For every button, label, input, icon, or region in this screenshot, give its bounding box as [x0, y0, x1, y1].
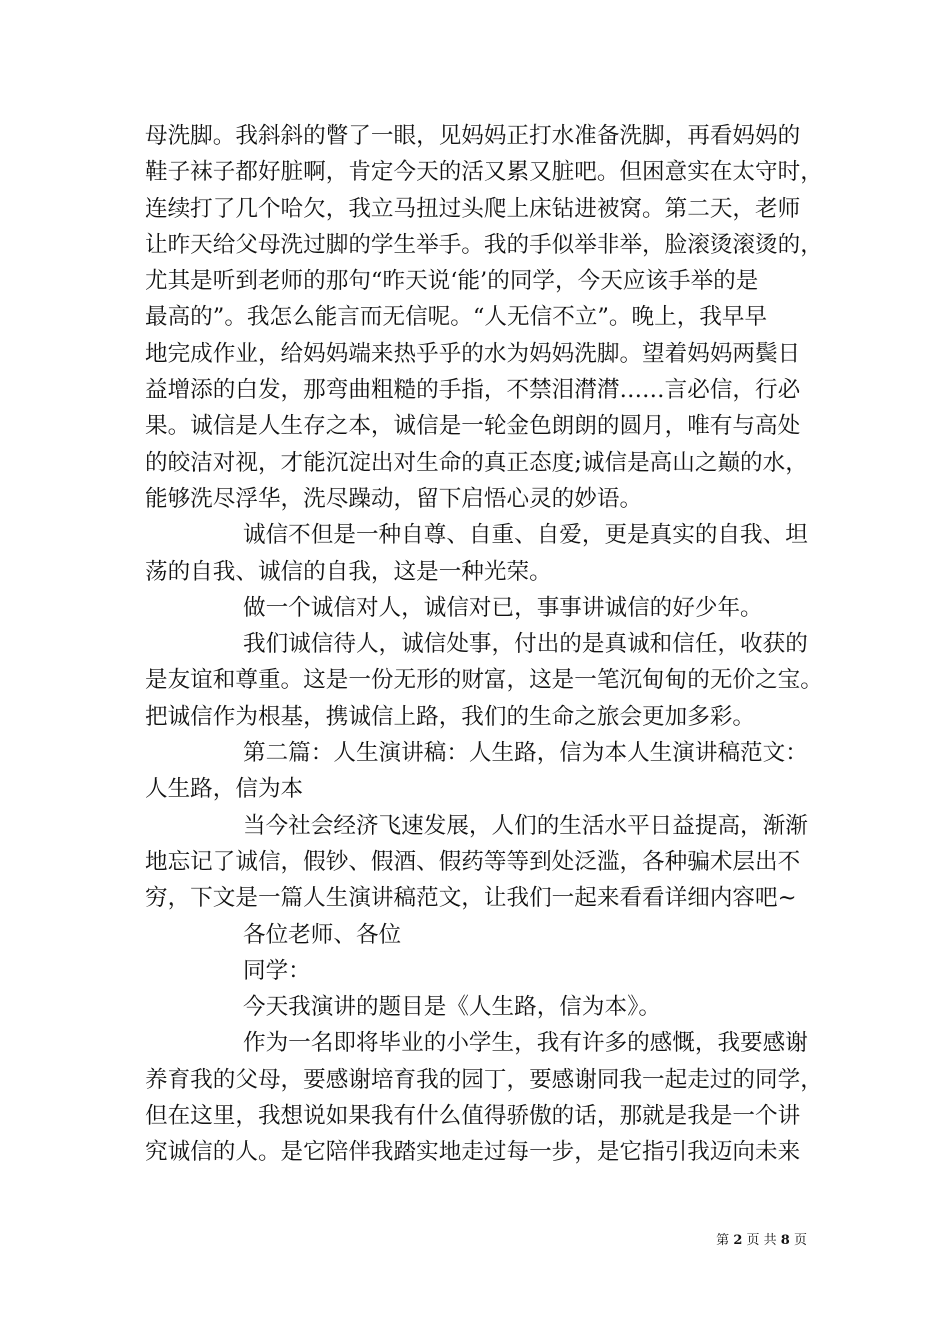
text-line: 但在这里，我想说如果我有什么值得骄傲的话，那就是我是一个讲 — [145, 1103, 801, 1130]
text-line: 穷，下文是一篇人生演讲稿范文，让我们一起来看看详细内容吧~ — [145, 885, 797, 912]
text-line: 同学： — [243, 957, 311, 984]
text-line: 我们诚信待人，诚信处事，付出的是真诚和信任，收获的 — [243, 631, 808, 658]
text-line: 益增添的白发，那弯曲粗糙的手指，不禁泪潸潸……言必信，行必 — [145, 377, 801, 404]
text-line: 究诚信的人。是它陪伴我踏实地走过每一步，是它指引我迈向未来 — [145, 1139, 801, 1166]
text-line: 能够洗尽浮华，洗尽躁动，留下启悟心灵的妙语。 — [145, 485, 643, 512]
paragraph — [145, 989, 825, 1025]
text-line: 第二篇：人生演讲稿：人生路，信为本人生演讲稿范文： — [243, 740, 808, 767]
text-line: 作为一名即将毕业的小学生，我有许多的感慨，我要感谢 — [243, 1030, 808, 1057]
paragraph — [145, 953, 825, 989]
text-line: 地完成作业，给妈妈端来热乎乎的水为妈妈洗脚。望着妈妈两鬓日 — [145, 340, 801, 367]
footer-suffix: 页 — [793, 1233, 807, 1248]
text-line: 让昨天给父母洗过脚的学生举手。我的手似举非举，脸滚烫滚烫的， — [145, 231, 823, 258]
text-line: 地忘记了诚信，假钞、假酒、假药等等到处泛滥，各种骗术层出不 — [145, 848, 801, 875]
current-page-number: 2 — [733, 1233, 743, 1248]
text-line: 尤其是听到老师的那句“昨天说‘能’的同学，今天应该手举的是 — [145, 268, 759, 295]
footer-prefix: 第 — [716, 1233, 730, 1248]
text-line: 最高的”。我怎么能言而无信呢。“人无信不立”。晚上，我早早 — [145, 304, 768, 331]
paragraph — [145, 118, 825, 517]
text-line: 把诚信作为根基，携诚信上路，我们的生命之旅会更加多彩。 — [145, 703, 756, 730]
text-line: 诚信不但是一种自尊、自重、自爱，更是真实的自我、坦 — [243, 522, 808, 549]
page-number-indicator — [716, 1232, 807, 1250]
paragraph — [145, 517, 825, 590]
paragraph — [145, 626, 825, 735]
text-line: 鞋子袜子都好脏啊，肯定今天的活又累又脏吧。但困意实在太守时， — [145, 159, 823, 186]
paragraph — [145, 735, 825, 808]
paragraph — [145, 808, 825, 917]
paragraph — [145, 590, 825, 626]
text-line: 果。诚信是人生存之本，诚信是一轮金色朗朗的圆月，唯有与高处 — [145, 413, 801, 440]
text-line: 人生路，信为本 — [145, 776, 304, 803]
text-line: 做一个诚信对人，诚信对已，事事讲诚信的好少年。 — [243, 594, 763, 621]
text-line: 是友谊和尊重。这是一份无形的财富，这是一笔沉甸甸的无价之宝。 — [145, 667, 823, 694]
total-page-count: 8 — [780, 1233, 790, 1248]
document-body — [145, 118, 825, 1171]
text-line: 连续打了几个哈欠，我立马扭过头爬上床钻进被窝。第二天，老师 — [145, 195, 801, 222]
paragraph — [145, 1025, 825, 1170]
paragraph — [145, 917, 825, 953]
text-line: 养育我的父母，要感谢培育我的园丁，要感谢同我一起走过的同学， — [145, 1066, 823, 1093]
text-line: 各位老师、各位 — [243, 921, 402, 948]
text-line: 当今社会经济飞速发展，人们的生活水平日益提高，渐渐 — [243, 812, 808, 839]
text-line: 今天我演讲的题目是《人生路，信为本》。 — [243, 994, 661, 1021]
text-line: 的皎洁对视，才能沉淀出对生命的真正态度;诚信是高山之巅的水， — [145, 449, 808, 476]
text-line: 母洗脚。我斜斜的瞥了一眼，见妈妈正打水准备洗脚，再看妈妈的 — [145, 123, 801, 149]
text-line: 荡的自我、诚信的自我，这是一种光荣。 — [145, 558, 552, 585]
footer-middle: 页 共 — [746, 1233, 777, 1248]
